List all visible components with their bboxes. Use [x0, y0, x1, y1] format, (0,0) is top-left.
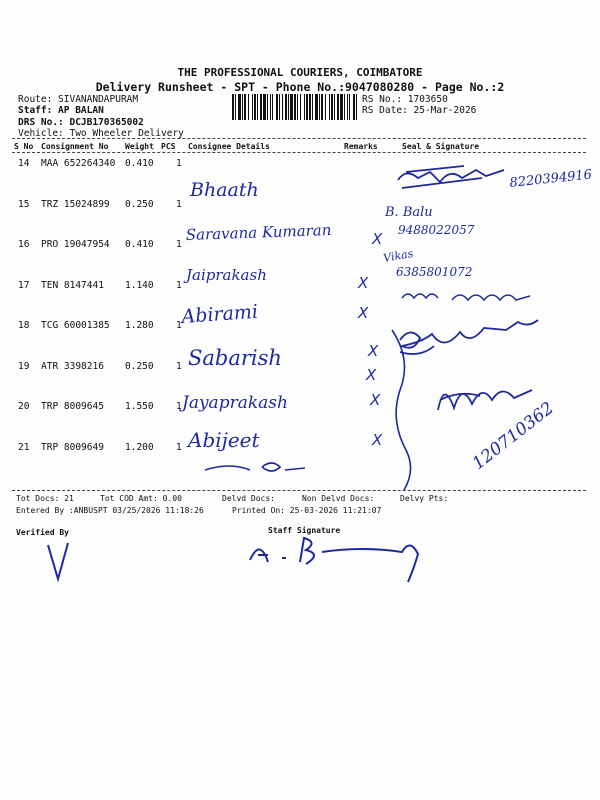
barcode-bar: [321, 94, 323, 120]
handwritten-phone: 6385801072: [396, 265, 473, 279]
barcode-bar: [340, 94, 343, 120]
seal-signature-scribble: [438, 390, 532, 410]
runsheet-title: Delivery Runsheet - SPT - Phone No.:9047080280 - Page No.:2: [95, 80, 505, 94]
barcode-bar: [242, 94, 243, 120]
remark-mark: X: [372, 230, 383, 248]
printed-on: Printed On: 25-03-2026 11:21:07: [232, 506, 382, 515]
barcode-bar: [349, 94, 350, 120]
vehicle-label: Vehicle: Two Wheeler Delivery: [18, 128, 184, 139]
seal-signature-scribble: [398, 166, 504, 188]
handwritten-name: Abirami: [180, 300, 259, 328]
col-weight: Weight: [125, 142, 154, 151]
col-seal-signature: Seal & Signature: [402, 142, 480, 151]
row-pcs: 1: [176, 158, 182, 169]
barcode-bar: [238, 94, 241, 120]
handwritten-name: Jaiprakash: [186, 266, 267, 284]
barcode-bar: [312, 94, 313, 120]
staff-signature: [250, 538, 418, 582]
handwritten-phone: 9488022057: [398, 223, 475, 237]
row-sno: 20: [18, 401, 30, 412]
handwritten-name: Saravana Kumaran: [185, 220, 332, 244]
barcode-bar: [270, 94, 271, 120]
row-sno: 16: [18, 239, 30, 250]
col-consignment: Consignment No: [41, 142, 109, 151]
delivery-points: Delvy Pts:: [400, 494, 449, 503]
barcode-bar: [276, 94, 278, 120]
scribble-mark: [205, 463, 305, 471]
row-weight: 0.410: [125, 158, 154, 169]
total-docs: Tot Docs: 21: [16, 494, 74, 503]
signature-stroke: [392, 330, 411, 490]
barcode-bar: [344, 94, 345, 120]
header-rule-top: [12, 138, 586, 139]
barcode-bar: [337, 94, 339, 120]
col-consignee: Consignee Details: [188, 142, 270, 151]
total-cod-amount: Tot COD Amt: 0.00: [100, 494, 182, 503]
barcode-bar: [272, 94, 273, 120]
row-sno: 15: [18, 198, 30, 210]
row-consignment-no: TCG 60001385: [41, 320, 110, 331]
barcode-bar: [282, 94, 283, 120]
row-sno: 18: [18, 320, 30, 331]
barcode-bar: [297, 94, 298, 120]
handwritten-note: B. Balu: [385, 205, 433, 220]
barcode-bar: [300, 94, 301, 120]
row-weight: 0.250: [125, 198, 154, 210]
handwritten-number: 120710362: [468, 398, 558, 474]
barcode-bar: [288, 94, 289, 120]
remark-mark: X: [358, 274, 369, 292]
barcode-bar: [260, 94, 262, 120]
remark-mark: X: [370, 391, 381, 409]
row-sno: 19: [18, 360, 30, 372]
route-label: Route: SIVANANDAPURAM: [18, 94, 139, 105]
row-weight: 1.140: [125, 279, 154, 291]
verified-by-label: Verified By: [16, 528, 69, 537]
barcode-bar: [319, 94, 320, 120]
delivered-docs: Delvd Docs:: [222, 494, 275, 503]
row-weight: 1.280: [125, 320, 154, 331]
barcode-bar: [290, 94, 293, 120]
row-consignment-no: PRO 19047954: [41, 239, 110, 250]
barcode-bar: [248, 94, 249, 120]
staff-label: Staff: AP BALAN: [18, 105, 104, 116]
barcode-bar: [331, 94, 333, 120]
row-pcs: 1: [176, 401, 182, 412]
row-consignment-no: TRP 8009645: [41, 401, 104, 412]
row-sno: 17: [18, 279, 30, 291]
row-pcs: 1: [176, 320, 182, 331]
handwritten-name: Abijeet: [188, 428, 260, 452]
barcode-bar: [294, 94, 296, 120]
verified-by-signature: [48, 543, 68, 579]
seal-signature-scribble: [400, 320, 538, 354]
handwritten-name: Sabarish: [188, 346, 282, 370]
row-consignment-no: TEN 8147441: [41, 279, 104, 291]
row-pcs: 1: [176, 441, 182, 453]
handwritten-scribble: [402, 294, 530, 300]
row-pcs: 1: [176, 198, 182, 210]
drs-number: DRS No.: DCJB170365002: [18, 117, 144, 128]
handwritten-note: Vikas: [382, 246, 415, 265]
rs-date: RS Date: 25-Mar-2026: [362, 105, 477, 116]
company-name: THE PROFESSIONAL COURIERS, COIMBATORE: [177, 66, 423, 79]
row-consignment-no: ATR 3398216: [41, 360, 104, 372]
barcode-bar: [257, 94, 258, 120]
handwritten-phone: 8220394916: [508, 167, 593, 191]
rs-number: RS No.: 1703650: [362, 94, 448, 105]
handwritten-name: Bhaath: [190, 179, 259, 201]
barcode: [232, 94, 358, 120]
barcode-bar: [309, 94, 311, 120]
row-sno: 14: [18, 158, 30, 169]
row-consignment-no: TRZ 15024899: [41, 198, 110, 210]
barcode-bar: [263, 94, 266, 120]
row-pcs: 1: [176, 360, 182, 372]
row-sno: 21: [18, 441, 30, 453]
row-weight: 1.200: [125, 441, 154, 453]
remark-mark: X: [372, 431, 383, 449]
remark-mark: X: [366, 366, 377, 384]
barcode-bar: [304, 94, 305, 120]
row-consignment-no: TRP 8009649: [41, 441, 104, 453]
handwritten-name: Jayaprakash: [182, 393, 288, 413]
col-sno: S No: [14, 142, 34, 151]
row-weight: 0.250: [125, 360, 154, 372]
barcode-bar: [279, 94, 280, 120]
barcode-bar: [244, 94, 246, 120]
barcode-bar: [315, 94, 318, 120]
barcode-bar: [267, 94, 268, 120]
row-weight: 0.410: [125, 239, 154, 250]
barcode-bar: [306, 94, 308, 120]
barcode-bar: [334, 94, 335, 120]
barcode-bar: [285, 94, 287, 120]
remark-mark: X: [368, 342, 379, 360]
barcode-bar: [254, 94, 256, 120]
barcode-bar: [235, 94, 236, 120]
barcode-bar: [353, 94, 355, 120]
footer-rule: [12, 490, 586, 491]
barcode-bar: [325, 94, 326, 120]
barcode-bar: [252, 94, 253, 120]
barcode-bar: [329, 94, 330, 120]
barcode-bar: [347, 94, 348, 120]
staff-signature-label: Staff Signature: [268, 526, 341, 535]
entered-by: Entered By :ANBUSPT 03/25/2026 11:18:26: [16, 506, 204, 515]
row-pcs: 1: [176, 239, 182, 250]
col-remarks: Remarks: [344, 142, 378, 151]
row-weight: 1.550: [125, 401, 154, 412]
barcode-bar: [356, 94, 357, 120]
header-rule-bottom: [12, 152, 586, 153]
row-consignment-no: MAA 652264340: [41, 158, 116, 169]
remark-mark: X: [358, 304, 369, 322]
row-pcs: 1: [176, 279, 182, 291]
barcode-bar: [232, 94, 234, 120]
non-delivered-docs: Non Delvd Docs:: [302, 494, 375, 503]
col-pcs: PCS: [161, 142, 176, 151]
